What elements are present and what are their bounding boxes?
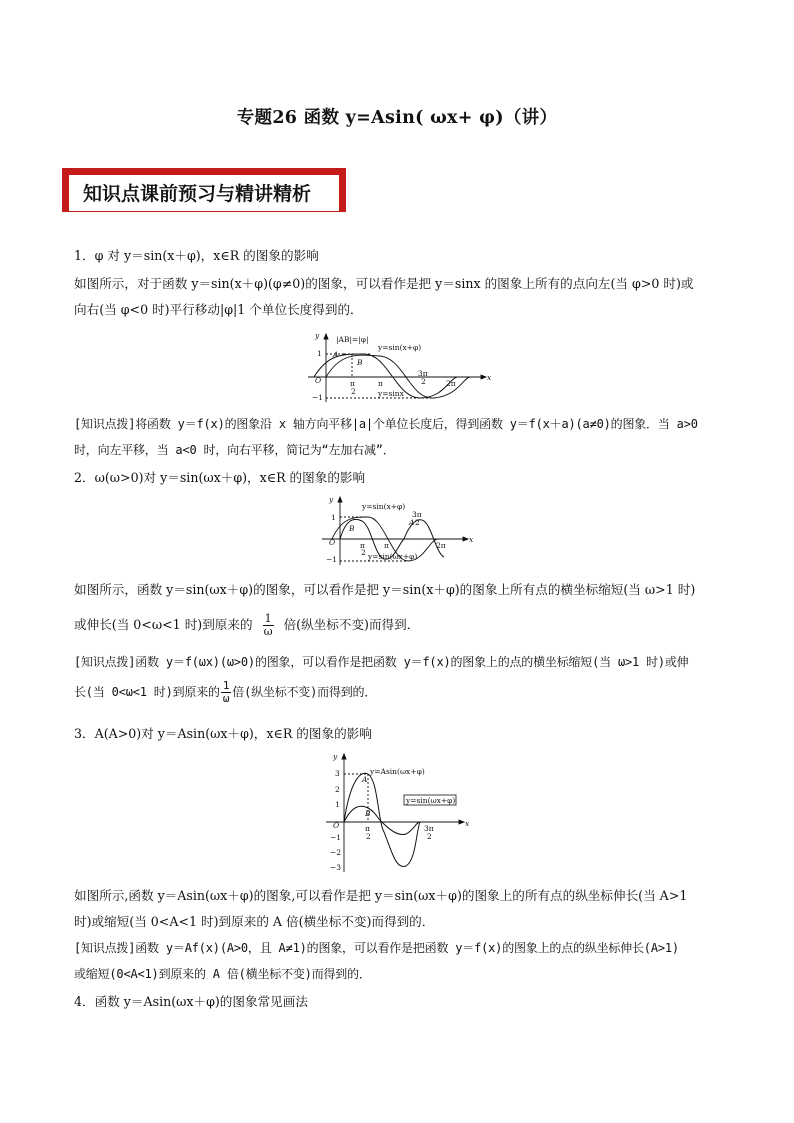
- fig1-pi2-den: 2: [351, 387, 356, 396]
- fig1-2pi: 2π: [446, 379, 456, 388]
- curve-a-sin: [344, 773, 420, 866]
- s2-tip-fraction: [221, 680, 231, 705]
- fig3-x-label: x: [465, 819, 470, 828]
- fig2-tick-m1: −1: [326, 555, 338, 564]
- fig3-3pi2-num: 3π: [424, 824, 434, 833]
- fig3-tick-m3: −3: [330, 863, 342, 872]
- curve-sin-omega-2: [344, 806, 462, 834]
- s2-tip-line2-start: 长(当 0<ω<1 时)到原来的: [74, 685, 220, 699]
- fig1-3pi2-den: 2: [421, 377, 426, 386]
- fig2-tick-1: 1: [331, 513, 336, 522]
- s2-tip-fraction-num: 1: [222, 678, 230, 692]
- s1-para-line1: 如图所示，对于函数 y＝sin(x＋φ)(φ≠0)的图象，可以看作是把 y＝sinx 的图象上所有的点向左(当 φ>0 时)或: [74, 276, 694, 291]
- figure-phase-shift: [300, 330, 500, 405]
- fig2-pi2-num: π: [360, 541, 365, 550]
- s1-tip-line1: [知识点拨]将函数 y＝f(x)的图象沿 x 轴方向平移|a|个单位长度后，得到函数 y＝f(x＋a)(a≠0)的图象．当 a>0: [74, 417, 698, 431]
- fig3-tick-m2: −2: [330, 848, 342, 857]
- fig1-tick-m1: −1: [312, 393, 324, 402]
- fig2-origin: O: [329, 538, 336, 547]
- s1-para-line2: 向右(当 φ<0 时)平行移动|φ|1 个单位长度得到的．: [74, 302, 363, 317]
- fig2-3pi2-num: 3π: [412, 510, 422, 519]
- figure-frequency: [318, 495, 478, 567]
- fig3-tick-m1: −1: [330, 833, 342, 842]
- s1-heading: 1．φ 对 y＝sin(x＋φ)，x∈R 的图象的影响: [74, 248, 319, 263]
- s3-tip-line2: 或缩短(0<A<1)到原来的 A 倍(横坐标不变)而得到的．: [74, 967, 371, 981]
- s2-para-line2: [74, 610, 734, 640]
- fig1-tick-1: 1: [317, 349, 322, 358]
- banner-text: 知识点课前预习与精讲精析: [83, 183, 312, 205]
- s2-fraction: [263, 613, 274, 638]
- fig3-point-b: B: [365, 809, 371, 818]
- fig1-curve-label-2: y=sinx: [378, 389, 404, 398]
- fig2-point-a: A: [409, 518, 415, 527]
- fig3-3pi2-den: 2: [427, 832, 432, 841]
- fig3-curve-label-1: y=Asin(ωx+φ): [370, 767, 425, 776]
- s2-heading: 2．ω(ω>0)对 y＝sin(ωx＋φ)，x∈R 的图象的影响: [74, 470, 366, 485]
- fig3-tick-1: 1: [335, 800, 340, 809]
- fig1-curve-label-1: y=sin(x+φ): [378, 343, 422, 352]
- s2-tip-fraction-den: ω: [222, 691, 230, 705]
- s2-para-line2-start: 或伸长(当 0<ω<1 时)到原来的: [74, 617, 253, 632]
- s4-heading: 4．函数 y＝Asin(ωx＋φ)的图象常见画法: [74, 994, 308, 1009]
- fig2-x-label: x: [469, 535, 474, 544]
- s2-para-line2-end: 倍(纵坐标不变)而得到．: [283, 617, 420, 632]
- fig1-pi: π: [378, 379, 383, 388]
- s1-tip-line2: 时，向左平移，当 a<0 时，向右平移，简记为“左加右减”．: [74, 443, 395, 457]
- fig3-y-label: y: [333, 752, 338, 761]
- fig1-point-a: A: [333, 350, 339, 359]
- fig1-point-b: B: [357, 358, 363, 367]
- s2-tip-line2: [74, 678, 734, 706]
- s2-fraction-num: 1: [264, 611, 272, 625]
- fig3-point-a: A: [362, 775, 368, 784]
- fig3-tick-3: 3: [335, 769, 340, 778]
- fig1-x-label: x: [487, 373, 492, 382]
- s3-para-line1: 如图所示,函数 y＝Asin(ωx＋φ)的图象,可以看作是把 y＝sin(ωx＋φ)的图象上的所有点的纵坐标伸长(当 A>1: [74, 888, 688, 903]
- s3-heading: 3．A(A>0)对 y＝Asin(ωx＋φ)，x∈R 的图象的影响: [74, 726, 372, 741]
- s2-tip-line2-end: 倍(纵坐标不变)而得到的．: [232, 685, 377, 699]
- fig1-pi2-num: π: [350, 379, 355, 388]
- figure-amplitude: [322, 752, 472, 874]
- page-title: 专题26 函数 y=Asin( ωx+ φ)（讲）: [236, 108, 558, 128]
- fig1-ab-label: |AB|=|φ|: [336, 335, 369, 344]
- fig2-pi: π: [384, 541, 389, 550]
- fig2-curve-label-1: y=sin(x+φ): [362, 502, 406, 511]
- s2-fraction-den: ω: [263, 624, 273, 638]
- section-banner: [62, 168, 346, 214]
- fig2-curve-label-2: y=sin(ωx+φ): [368, 552, 418, 561]
- fig2-point-b: B: [349, 524, 355, 533]
- fig3-curve-label-2: y=sin(ωx+φ): [406, 796, 456, 805]
- fig2-3pi2-den: 2: [415, 518, 420, 527]
- s2-tip-line1: [知识点拨]函数 y＝f(ωx)(ω>0)的图象，可以看作是把函数 y＝f(x)的图象上的点的横坐标缩短(当 ω>1 时)或伸: [74, 655, 689, 669]
- fig1-y-label: y: [315, 331, 320, 340]
- fig3-pi2-den: 2: [366, 832, 371, 841]
- fig2-2pi: 2π: [436, 541, 446, 550]
- fig3-tick-2: 2: [335, 785, 340, 794]
- fig3-pi2-num: π: [365, 824, 370, 833]
- fig2-pi2-den: 2: [361, 548, 366, 557]
- s3-tip-line1: [知识点拨]函数 y＝Af(x)(A>0，且 A≠1)的图象，可以看作是把函数 y＝f(x)的图象上的点的纵坐标伸长(A>1): [74, 941, 679, 955]
- fig3-origin: O: [333, 821, 340, 830]
- fig1-origin: O: [315, 376, 322, 385]
- s2-para-line1: 如图所示，函数 y＝sin(ωx＋φ)的图象，可以看作是把 y＝sin(x＋φ)的图象上所有点的横坐标缩短(当 ω>1 时): [74, 582, 696, 597]
- s3-para-line2: 时)或缩短(当 0<A<1 时)到原来的 A 倍(横坐标不变)而得到的．: [74, 914, 435, 929]
- banner-box: [68, 174, 340, 212]
- fig1-3pi2-num: 3π: [418, 369, 428, 378]
- fig2-y-label: y: [329, 495, 334, 504]
